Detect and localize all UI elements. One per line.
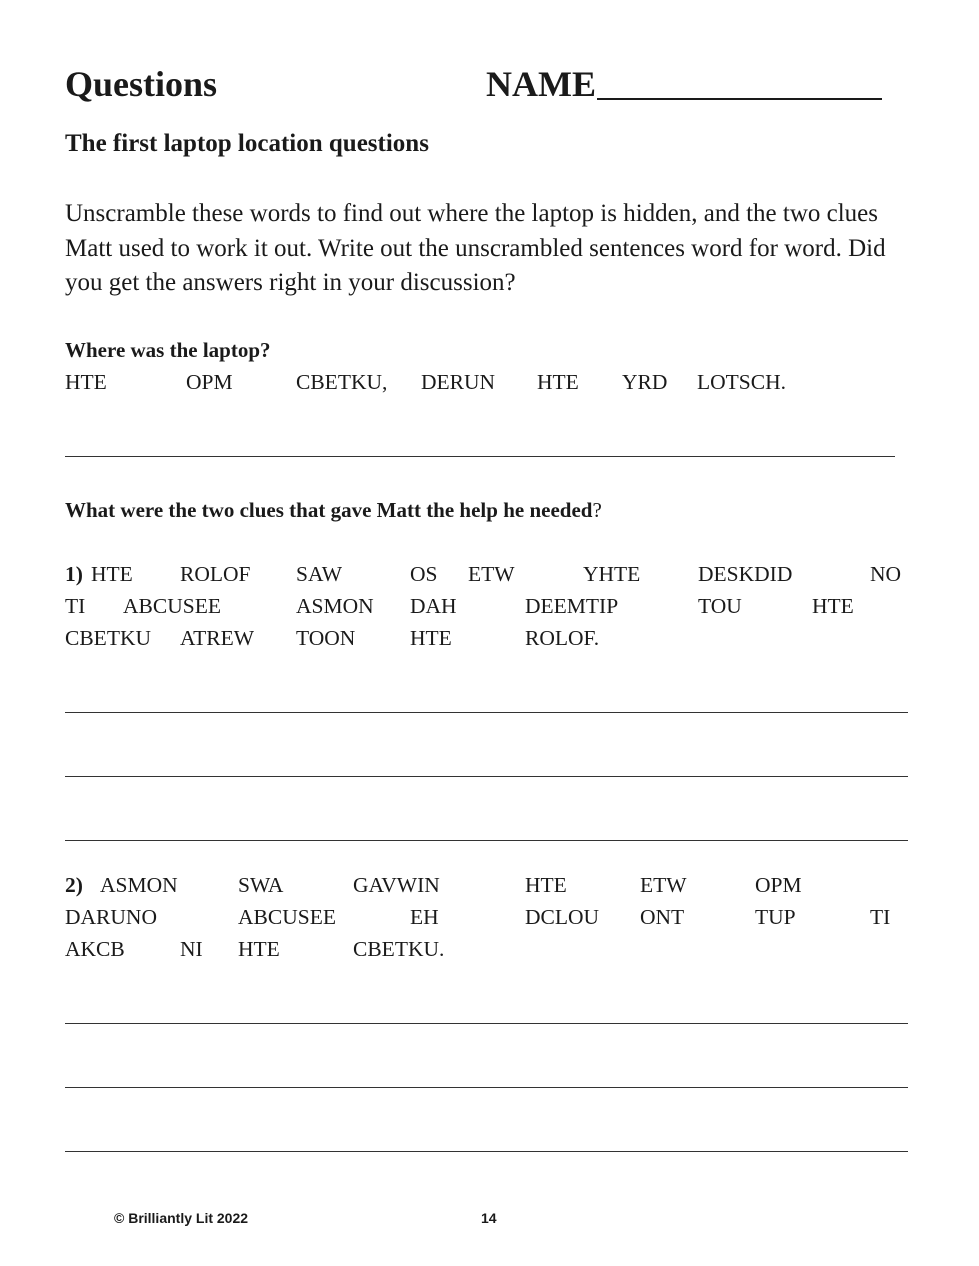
scrambled-word: HTE — [812, 594, 854, 618]
scrambled-word: DARUNO — [65, 905, 157, 929]
answer-line-clue1-3[interactable] — [65, 840, 908, 841]
scrambled-word: ABCUSEE — [123, 594, 221, 618]
scrambled-word: YHTE — [583, 562, 641, 586]
answer-line-clue1-1[interactable] — [65, 712, 908, 713]
scrambled-word: DAH — [410, 594, 457, 618]
scrambled-word: CBETKU — [65, 626, 151, 650]
scrambled-word: ROLOF. — [525, 626, 600, 650]
scrambled-word: YRD — [622, 370, 668, 394]
scrambled-word: ABCUSEE — [238, 905, 336, 929]
scrambled-word: SWA — [238, 873, 284, 897]
scrambled-word: HTE — [65, 370, 107, 394]
scrambled-word: ASMON — [296, 594, 374, 618]
scrambled-word: NI — [180, 937, 203, 961]
scrambled-word: EH — [410, 905, 439, 929]
scrambled-word: GAVWIN — [353, 873, 440, 897]
answer-line-clue2-1[interactable] — [65, 1023, 908, 1024]
scrambled-word: HTE — [238, 937, 280, 961]
scrambled-word: CBETKU, — [296, 370, 388, 394]
scrambled-word: OS — [410, 562, 438, 586]
name-field[interactable] — [597, 98, 882, 100]
question-where-laptop: Where was the laptop? — [65, 338, 271, 362]
scrambled-word: SAW — [296, 562, 343, 586]
scrambled-word: ETW — [468, 562, 515, 586]
clue-number: 2) — [65, 873, 83, 897]
instructions-paragraph: Unscramble these words to find out where the laptop is hidden, and the two clues Matt used to work it out. Write out the unscrambled sentences word for word. Did you get the answers right in your discussion? — [65, 200, 886, 296]
scrambled-word: HTE — [91, 562, 133, 586]
scrambled-word: TI — [870, 905, 891, 929]
page-title: Questions — [65, 64, 218, 104]
section-heading: The first laptop location questions — [65, 130, 429, 157]
scrambled-word: OPM — [186, 370, 233, 394]
answer-line-clue2-3[interactable] — [65, 1151, 908, 1152]
question-mark: ? — [592, 498, 602, 522]
scrambled-word: TUP — [755, 905, 796, 929]
question-two-clues — [65, 498, 602, 523]
scrambled-word: DESKDID — [698, 562, 793, 586]
scrambled-word: DEEMTIP — [525, 594, 619, 618]
scrambled-word: LOTSCH. — [697, 370, 786, 394]
scrambled-word: DCLOU — [525, 905, 600, 929]
scrambled-word: OPM — [755, 873, 802, 897]
scrambled-word: NO — [870, 562, 902, 586]
scrambled-word: HTE — [525, 873, 567, 897]
page-number: 14 — [481, 1210, 497, 1226]
name-label: NAME — [486, 64, 596, 104]
clue-number: 1) — [65, 562, 83, 586]
copyright: © Brilliantly Lit 2022 — [114, 1210, 249, 1226]
scrambled-word: HTE — [410, 626, 452, 650]
scrambled-word: HTE — [537, 370, 579, 394]
scrambled-word: TI — [65, 594, 86, 618]
scrambled-word: ETW — [640, 873, 687, 897]
answer-line-clue2-2[interactable] — [65, 1087, 908, 1088]
question-two-clues-text: What were the two clues that gave Matt the help he needed — [65, 498, 593, 522]
scrambled-word: ATREW — [180, 626, 255, 650]
scrambled-word: TOU — [698, 594, 742, 618]
scrambled-word: TOON — [296, 626, 356, 650]
scrambled-word: ROLOF — [180, 562, 251, 586]
scrambled-word: ASMON — [100, 873, 178, 897]
scrambled-word: DERUN — [421, 370, 496, 394]
scrambled-word: AKCB — [65, 937, 125, 961]
answer-line-q1[interactable] — [65, 456, 895, 457]
scrambled-word: ONT — [640, 905, 685, 929]
answer-line-clue1-2[interactable] — [65, 776, 908, 777]
scrambled-word: CBETKU. — [353, 937, 445, 961]
